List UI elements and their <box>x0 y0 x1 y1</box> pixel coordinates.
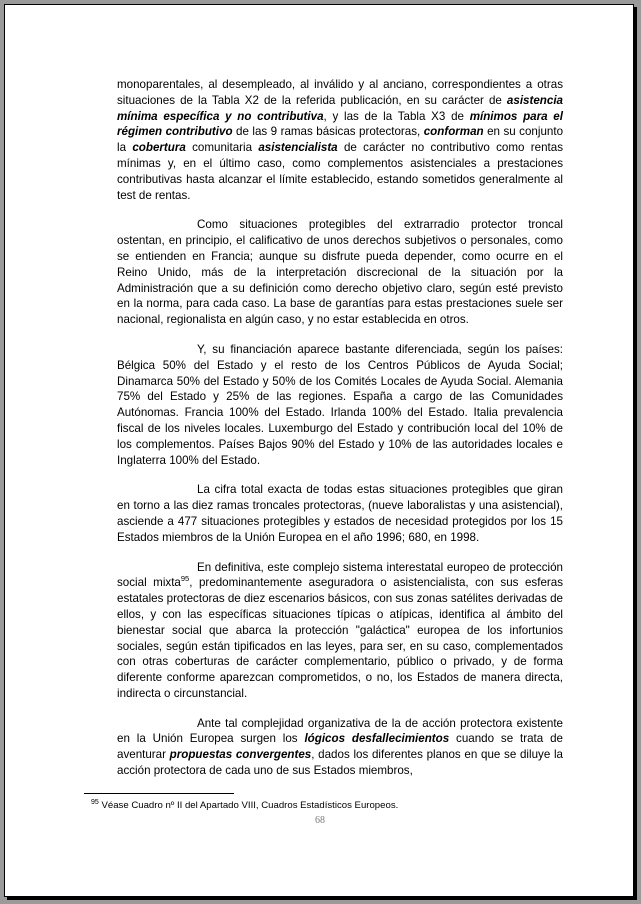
paragraph-text: En definitiva, este complejo sistema interestatal europeo de protección social mixta <box>117 560 563 590</box>
paragraph-text: comunitaria <box>185 141 259 155</box>
paragraph <box>117 716 563 779</box>
body-text <box>117 77 563 793</box>
paragraph-text: cuando se trata de aventurar <box>117 732 563 762</box>
paragraph <box>117 560 563 702</box>
paragraph-text: La cifra total exacta de todas estas situaciones protegibles que giran en torno a las diez ramas troncales protectoras, (nueve laboralistas y una asistencial), asciende a 477 situaciones protegibles y estados de necesidad protegidos por los 15 Estados miembros de la Unión Europea en el año 1996; 680, en 1998. <box>117 483 563 544</box>
emphasis-text: cobertura <box>132 141 186 155</box>
paragraph <box>117 342 563 468</box>
paragraph-text: de carácter no contributivo como rentas mínimas y, en el último caso, como complementos asistenciales a prestaciones contributivas hasta alcanzar el límite establecido, estando sometidos generalmente al test de rentas. <box>117 141 563 202</box>
page-number: 68 <box>315 815 325 826</box>
footnote-separator <box>84 793 234 794</box>
paragraph-text: de las 9 ramas básicas protectoras, <box>232 125 424 139</box>
emphasis-text: asistencia mínima específica y no contributiva <box>117 93 563 123</box>
document-page <box>4 4 634 897</box>
paragraph-text: monoparentales, al desempleado, al inválido y al anciano, correspondientes a otras situaciones de la Tabla X2 de la referida publicación, en su carácter de <box>117 78 563 107</box>
footnote <box>91 800 561 812</box>
emphasis-text: conforman <box>423 125 484 139</box>
paragraph-text: Como situaciones protegibles del extrarradio protector troncal ostentan, en principio, el calificativo de unos derechos subjetivos o personales, como se entienden en Francia; aunque su disfrute pueda depender, como ocurre en el Reino Unido, más de la interpretación discrecional de la situación por la Administración que a su definición como derecho objetivo claro, según esté previsto en la norma, para cada caso. La base de garantías para estas prestaciones suele ser nacional, regionalista en algún caso, y no estar establecida en otros. <box>117 218 563 327</box>
paragraph-text: , predominantemente aseguradora o asistencialista, con sus esferas estatales protectoras de diez escenarios básicos, con sus zonas satélites derivadas de ellos, y con las específicas situaciones típicas o atípicas, identifica al ámbito del bienestar social que abarca la protección "galáctica" europea de los infortunios sociales, según están tipificados en las leyes, para ser, en su caso, complementados con otras coberturas de carácter complementario, público o privado, y de forma diferente conforme aparezcan comprometidos, o no, los Estados de manera directa, indirecta o circunstancial. <box>117 576 563 700</box>
paragraph-text: en su conjunto la <box>117 125 564 155</box>
paragraph-text: Y, su financiación aparece bastante diferenciada, según los países: Bélgica 50% del Estado y el resto de los Centros Públicos de Ayuda Social; Dinamarca 50% del Estado y 50% de los Comités Locales de Ayuda Social. Alemania 75% del Estado y 25% de las regiones. España a cargo de las Comunidades Autónomas. Francia 100% del Estado. Irlanda 100% del Estado. Italia prevalencia fiscal de los niveles locales. Luxemburgo del Estado y contribución local del 10% de los complementos. Países Bajos 90% del Estado y 10% de las autoridades locales e Inglaterra 100% del Estado. <box>117 342 563 467</box>
emphasis-text: asistencialista <box>258 141 338 155</box>
footnote-text: Véase Cuadro nº II del Apartado VIII, Cuadros Estadísticos Europeos. <box>98 800 399 811</box>
paragraph-text: , y las de la Tabla X3 de <box>323 109 470 123</box>
paragraph <box>117 217 563 328</box>
paragraph <box>117 482 563 545</box>
emphasis-text: lógicos desfallecimientos <box>304 732 450 746</box>
paragraph-text: , dados los diferentes planos en que se diluye la acción protectora de cada uno de sus Estados miembros, <box>117 748 563 778</box>
paragraph <box>117 77 563 203</box>
emphasis-text: propuestas convergentes <box>169 748 312 762</box>
footnote-number: 95 <box>91 798 99 806</box>
footnote-reference: 95 <box>180 574 190 584</box>
paragraph-text: Ante tal complejidad organizativa de la de acción protectora existente en la Unión Europea surgen los <box>117 716 563 746</box>
emphasis-text: mínimos para el régimen contributivo <box>117 109 563 139</box>
